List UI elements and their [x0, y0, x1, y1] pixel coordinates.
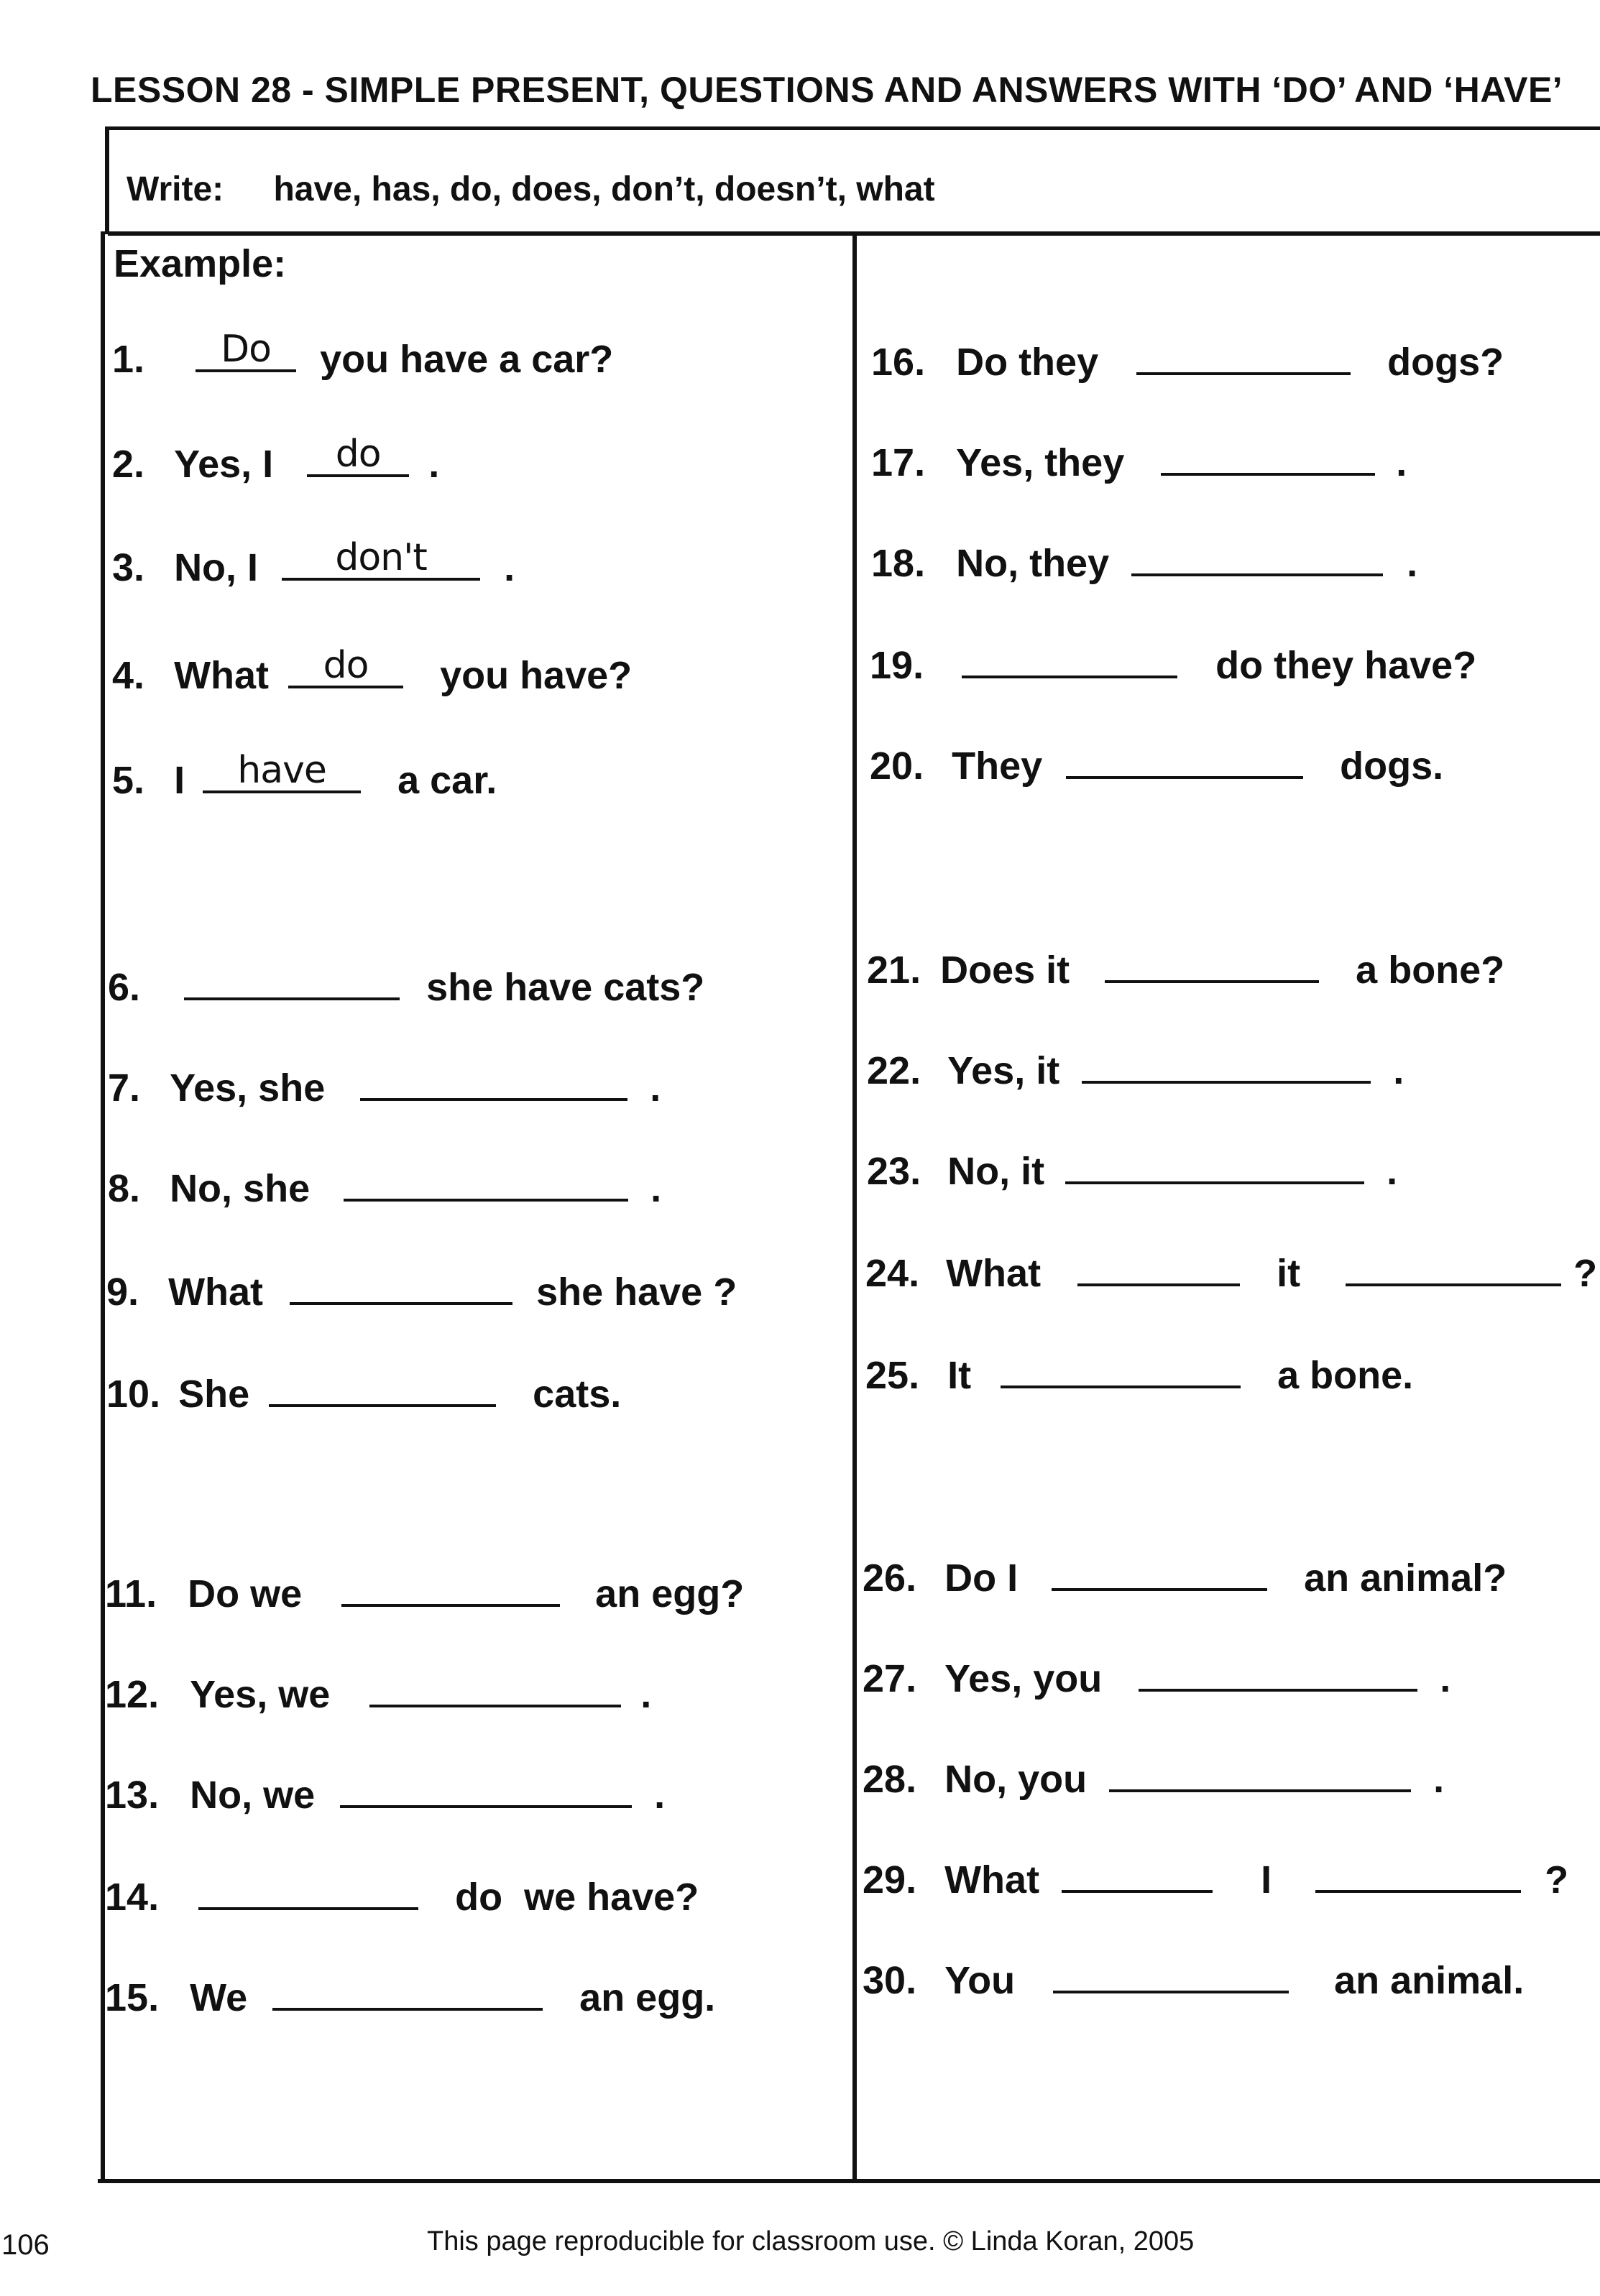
answer-blank[interactable]	[1053, 1958, 1289, 1993]
answer-blank[interactable]	[1052, 1555, 1267, 1591]
item-text-end: .	[1396, 441, 1407, 484]
answer-blank[interactable]	[360, 1065, 627, 1101]
item-number: 10.	[106, 1373, 161, 1416]
item-text: What	[168, 1271, 264, 1314]
answer-blank[interactable]	[1082, 1048, 1371, 1084]
answer-blank-2[interactable]	[1346, 1250, 1561, 1286]
item-text-end: .	[1440, 1657, 1451, 1700]
item-number: 19.	[870, 644, 924, 687]
exercise-item-27	[863, 1656, 1450, 1698]
answer-blank[interactable]	[184, 964, 400, 1000]
item-text-end: .	[428, 443, 440, 486]
answer-blank[interactable]	[962, 642, 1177, 678]
exercise-item-15	[105, 1975, 715, 2017]
item-text: Do we	[188, 1572, 303, 1615]
item-text: do they have?	[1215, 644, 1477, 687]
exercise-item-30	[863, 1958, 1524, 2000]
item-text-end: dogs?	[1387, 341, 1504, 384]
answer-blank[interactable]	[1001, 1352, 1241, 1388]
exercise-item-28	[863, 1756, 1444, 1799]
item-text-end: ?	[1545, 1858, 1569, 1901]
item-text: Yes, she	[170, 1066, 326, 1110]
exercise-item-26	[863, 1555, 1507, 1600]
item-text-end: she have ?	[536, 1271, 737, 1314]
item-text-end: .	[1433, 1758, 1445, 1801]
answer-blank[interactable]	[196, 328, 296, 372]
item-text: Does it	[940, 949, 1070, 992]
item-number: 8.	[108, 1167, 141, 1210]
page-number: 106	[1, 2229, 50, 2261]
item-text-end: dogs.	[1340, 744, 1444, 788]
item-text-end: a bone?	[1356, 949, 1505, 992]
answer-blank[interactable]	[272, 1975, 543, 2011]
handwritten-answer: Do	[221, 328, 271, 371]
item-text: They	[952, 744, 1043, 788]
answer-blank[interactable]	[369, 1672, 621, 1707]
item-number: 1.	[112, 338, 145, 381]
exercise-item-14	[105, 1874, 699, 1917]
answer-blank[interactable]	[307, 433, 409, 477]
item-number: 11.	[105, 1572, 157, 1615]
handwritten-answer: do	[323, 644, 369, 687]
exercise-item-25	[865, 1352, 1413, 1395]
exercise-item-4	[112, 644, 633, 697]
item-text-mid: I	[1261, 1858, 1272, 1901]
exercise-item-8	[108, 1166, 661, 1208]
answer-blank[interactable]	[341, 1571, 560, 1607]
item-text-end: .	[650, 1167, 662, 1210]
item-text: No, I	[174, 546, 259, 589]
item-text: Yes, I	[174, 443, 274, 486]
answer-blank[interactable]	[344, 1166, 628, 1202]
item-number: 2.	[112, 443, 145, 486]
item-text-end: a bone.	[1277, 1354, 1414, 1397]
exercise-item-17	[871, 440, 1407, 482]
item-text-end: .	[1393, 1049, 1404, 1092]
item-text: What	[174, 654, 270, 697]
item-number: 27.	[863, 1657, 917, 1700]
item-text-end: a car.	[397, 759, 497, 802]
exercise-item-29	[863, 1857, 1568, 1899]
exercise-item-19	[870, 642, 1476, 685]
item-text-end: an animal.	[1334, 1959, 1525, 2002]
answer-blank[interactable]	[1105, 947, 1319, 983]
frame-top-border	[108, 126, 1600, 130]
answer-blank[interactable]	[340, 1772, 632, 1808]
item-text-end: .	[504, 546, 515, 589]
item-number: 14.	[105, 1876, 160, 1919]
item-text-end: .	[640, 1673, 652, 1716]
item-number: 4.	[112, 654, 145, 697]
copyright-notice: This page reproducible for classroom use. © Linda Koran, 2005	[427, 2226, 1195, 2256]
item-text-end: .	[650, 1066, 661, 1110]
item-text: No, it	[947, 1150, 1045, 1193]
item-text-end: ?	[1573, 1252, 1598, 1295]
exercise-item-18	[871, 540, 1417, 583]
item-number: 16.	[871, 341, 926, 384]
answer-blank[interactable]	[1131, 540, 1383, 576]
item-text-end: you have?	[440, 654, 633, 697]
item-number: 12.	[105, 1673, 160, 1716]
column-divider	[852, 231, 857, 2183]
item-text: No, she	[170, 1167, 311, 1210]
handwritten-answer: do	[335, 433, 381, 476]
item-text: Yes, they	[956, 441, 1125, 484]
item-number: 9.	[106, 1271, 139, 1314]
answer-blank-2[interactable]	[1315, 1857, 1521, 1893]
item-text: No, they	[956, 542, 1110, 585]
exercise-item-20	[870, 743, 1444, 788]
exercise-item-24	[865, 1250, 1597, 1293]
answer-blank[interactable]	[1062, 1857, 1213, 1893]
item-text-end: an animal?	[1304, 1557, 1507, 1600]
item-number: 22.	[867, 1049, 921, 1092]
answer-blank[interactable]	[1065, 1148, 1364, 1184]
instructions-word-bank: have, has, do, does, don’t, doesn’t, what	[273, 170, 935, 208]
item-text-end: .	[1407, 542, 1418, 585]
answer-blank[interactable]	[1139, 1656, 1417, 1692]
item-text: It	[947, 1354, 972, 1397]
exercise-item-21	[867, 947, 1504, 990]
item-number: 13.	[105, 1774, 160, 1817]
item-number: 25.	[865, 1354, 920, 1397]
item-text-end: an egg?	[595, 1572, 745, 1615]
item-number: 20.	[870, 744, 924, 788]
item-text-end: an egg.	[579, 1976, 716, 2019]
item-number: 24.	[865, 1252, 920, 1295]
exercise-item-9	[106, 1269, 737, 1314]
frame-bottom-border	[98, 2179, 1600, 2183]
item-text: We	[190, 1976, 248, 2019]
item-text: Yes, we	[190, 1673, 331, 1716]
instructions-label: Write:	[127, 170, 224, 208]
exercise-item-23	[867, 1148, 1397, 1191]
item-number: 17.	[871, 441, 926, 484]
item-text: Yes, you	[944, 1657, 1103, 1700]
item-text: No, we	[190, 1774, 316, 1817]
exercise-item-7	[108, 1065, 661, 1110]
item-text: Do they	[956, 341, 1099, 384]
answer-blank[interactable]	[1161, 440, 1375, 476]
item-text: Yes, it	[947, 1049, 1060, 1092]
answer-blank[interactable]	[1109, 1756, 1411, 1792]
instructions	[127, 170, 935, 209]
exercise-item-5	[112, 749, 497, 802]
item-text: Do I	[944, 1557, 1019, 1600]
answer-blank[interactable]	[269, 1371, 496, 1407]
example-label: Example:	[114, 242, 287, 285]
item-number: 7.	[108, 1066, 141, 1110]
item-text: I	[174, 759, 185, 802]
exercise-item-22	[867, 1048, 1404, 1090]
item-text-end: .	[654, 1774, 666, 1817]
answer-blank[interactable]	[1077, 1250, 1240, 1286]
item-number: 30.	[863, 1959, 917, 2002]
item-text: you have a car?	[320, 338, 614, 381]
item-text-end: .	[1387, 1150, 1398, 1193]
handwritten-answer: don't	[335, 536, 427, 579]
exercise-item-1	[112, 328, 614, 381]
item-text: she have cats?	[426, 966, 705, 1009]
item-number: 29.	[863, 1858, 917, 1901]
item-text: No, you	[944, 1758, 1088, 1801]
answer-blank[interactable]	[290, 1269, 512, 1305]
exercise-item-2	[112, 433, 440, 486]
answer-blank[interactable]	[282, 536, 480, 581]
answer-blank[interactable]	[203, 749, 361, 793]
item-number: 28.	[863, 1758, 917, 1801]
item-number: 21.	[867, 949, 921, 992]
item-number: 23.	[867, 1150, 921, 1193]
answer-blank[interactable]	[1136, 339, 1351, 375]
item-text: You	[944, 1959, 1016, 2002]
exercise-item-12	[105, 1672, 651, 1714]
item-number: 18.	[871, 542, 926, 585]
exercise-item-10	[106, 1371, 621, 1414]
exercise-item-13	[105, 1772, 665, 1815]
exercise-item-6	[108, 964, 704, 1007]
item-number: 3.	[112, 546, 145, 589]
answer-blank[interactable]	[1066, 743, 1303, 779]
item-number: 26.	[863, 1557, 917, 1600]
exercise-item-11	[105, 1571, 744, 1613]
item-number: 15.	[105, 1976, 160, 2019]
frame-left-border-top	[105, 126, 109, 234]
handwritten-answer: have	[237, 749, 326, 792]
item-number: 5.	[112, 759, 145, 802]
answer-blank[interactable]	[288, 644, 403, 688]
item-text: do we have?	[455, 1876, 699, 1919]
answer-blank[interactable]	[198, 1874, 418, 1910]
item-text: What	[944, 1858, 1040, 1901]
item-text-mid: it	[1277, 1252, 1301, 1295]
item-text: What	[946, 1252, 1042, 1295]
item-number: 6.	[108, 966, 141, 1009]
item-text: She	[178, 1373, 250, 1416]
item-text-end: cats.	[533, 1373, 622, 1416]
exercise-item-3	[112, 536, 515, 589]
lesson-title: LESSON 28 - SIMPLE PRESENT, QUESTIONS AND ANSWERS WITH ‘DO’ AND ‘HAVE’	[91, 70, 1563, 110]
exercise-item-16	[871, 339, 1504, 382]
